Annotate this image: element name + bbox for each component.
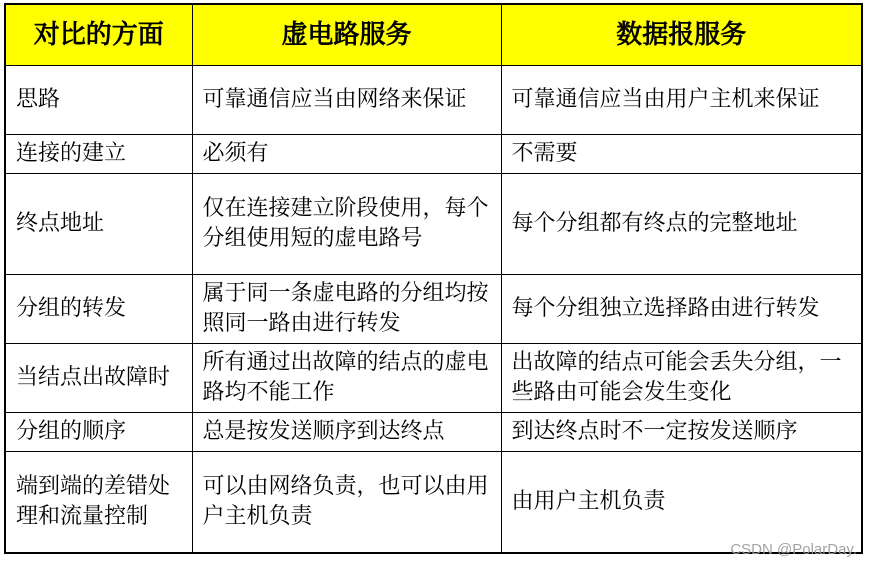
datagram-cell: 不需要 [501,135,862,174]
row-aspect-cell: 思路 [5,66,192,135]
header-aspect: 对比的方面 [5,4,192,66]
virtual-circuit-cell: 总是按发送顺序到达终点 [192,413,501,452]
virtual-circuit-cell: 所有通过出故障的结点的虚电路均不能工作 [192,344,501,413]
row-aspect-cell: 分组的顺序 [5,413,192,452]
datagram-cell: 每个分组都有终点的完整地址 [501,174,862,275]
datagram-cell: 每个分组独立选择路由进行转发 [501,275,862,344]
table-header-row [5,4,862,66]
virtual-circuit-cell: 仅在连接建立阶段使用，每个分组使用短的虚电路号 [192,174,501,275]
comparison-table [4,3,863,554]
table-row [5,413,862,452]
header-datagram: 数据报服务 [501,4,862,66]
table-row [5,135,862,174]
table-row [5,66,862,135]
table-row [5,344,862,413]
table-row [5,174,862,275]
virtual-circuit-cell: 可靠通信应当由网络来保证 [192,66,501,135]
row-aspect-cell: 终点地址 [5,174,192,275]
datagram-cell: 出故障的结点可能会丢失分组，一些路由可能会发生变化 [501,344,862,413]
header-virtual-circuit: 虚电路服务 [192,4,501,66]
row-aspect-cell: 连接的建立 [5,135,192,174]
table-row [5,275,862,344]
csdn-watermark: CSDN @PolarDay. [730,541,857,558]
virtual-circuit-cell: 属于同一条虚电路的分组均按照同一路由进行转发 [192,275,501,344]
datagram-cell: 到达终点时不一定按发送顺序 [501,413,862,452]
row-aspect-cell: 分组的转发 [5,275,192,344]
row-aspect-cell: 端到端的差错处理和流量控制 [5,452,192,554]
virtual-circuit-cell: 可以由网络负责，也可以由用户主机负责 [192,452,501,554]
datagram-cell: 可靠通信应当由用户主机来保证 [501,66,862,135]
virtual-circuit-cell: 必须有 [192,135,501,174]
table-row [5,452,862,554]
row-aspect-cell: 当结点出故障时 [5,344,192,413]
datagram-cell: 由用户主机负责 [501,452,862,554]
